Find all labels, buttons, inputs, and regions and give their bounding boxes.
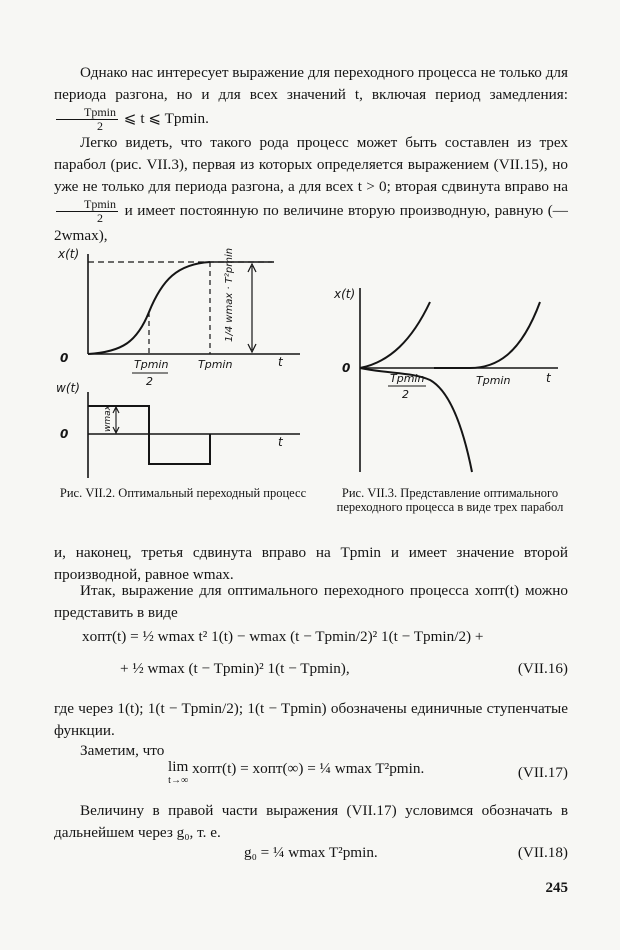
paragraph-5: где через 1(t); 1(t − Tpmin/2); 1(t − Tpmin) обозначены единичные ступенчатые функции. <box>54 700 568 739</box>
figure-vii-3-caption: Рис. VII.3. Представление оптимального переходного процесса в виде трех парабол <box>336 486 564 514</box>
tick1-den: 2 <box>146 375 153 388</box>
figure-vii-3 <box>330 282 570 478</box>
top-origin-label: 0 <box>60 351 69 365</box>
top-x-label: t <box>278 355 283 369</box>
equation-16-number: (VII.16) <box>517 660 568 677</box>
figure-vii-2 <box>52 242 312 482</box>
paragraph-1: Однако нас интересует выражение для переходного процесса не только для периода разгона, но и для всех значений t, включая период замедления: $\frac{Tpmin}{2}$ ⩽ t ⩽ Tpmin. <box>54 64 568 133</box>
tick2-label: Tpmin <box>198 358 233 371</box>
tick1-num: Tpmin <box>134 358 169 371</box>
fig3-tick2-label: Tpmin <box>476 374 511 387</box>
figure-vii-2-caption: Рис. VII.2. Оптимальный переходный процесс <box>59 486 307 500</box>
fig3-origin-label: 0 <box>342 361 351 375</box>
paragraph-4: Итак, выражение для оптимального переходного процесса xопт(t) можно представить в виде <box>54 582 568 621</box>
bottom-y-label: w(t) <box>56 381 80 395</box>
bottom-origin-label: 0 <box>60 427 69 441</box>
wmax-label: wmax <box>103 405 113 432</box>
fig3-tick1-den: 2 <box>402 388 409 401</box>
equation-18-number: (VII.18) <box>517 844 568 861</box>
equation-16-line-2: + ½ wmax (t − Tpmin)² 1(t − Tpmin), <box>120 660 350 677</box>
top-y-label: x(t) <box>58 247 80 261</box>
paragraph-2: Легко видеть, что такого рода процесс может быть составлен из трех парабол (рис. VII.3), первая из которых определяется выражением (VII.15), но уже не только для периода разгона, а для всех t > 0; вторая сдвинута вправо на $\frac{Tpmin}{2}$ и имеет постоянную по величине вторую производную, равную (— 2wmax), <box>54 134 568 244</box>
fig3-y-label: x(t) <box>334 287 356 301</box>
equation-17-number: (VII.17) <box>517 764 568 781</box>
parabola-1 <box>360 302 430 368</box>
paragraph-6: Заметим, что <box>80 742 165 759</box>
equation-16-line-1: xопт(t) = ½ wmax t² 1(t) − wmax (t − Tpmin/2)² 1(t − Tpmin/2) + <box>82 628 484 645</box>
parabola-3 <box>470 302 540 368</box>
equation-17: lim t→∞ xопт(t) = xопт(∞) = ¼ wmax T²pmin. <box>168 758 425 786</box>
paragraph-3: и, наконец, третья сдвинута вправо на Tpmin и имеет значение второй производной, равное wmax. <box>54 544 568 583</box>
paragraph-7: Величину в правой части выражения (VII.17) условимся обозначать в дальнейшем через g₀, т. е. <box>54 802 568 841</box>
bottom-x-label: t <box>278 435 283 449</box>
page-number: 245 <box>545 880 568 896</box>
limit-operator: lim t→∞ <box>168 758 189 786</box>
fig3-x-label: t <box>546 371 551 385</box>
shift-fraction: $\frac{Tpmin}{2}$ <box>56 198 118 225</box>
equation-18: g₀ = ¼ wmax T²pmin. <box>244 844 378 861</box>
inequality-fraction: $\frac{Tpmin}{2}$ <box>56 106 118 133</box>
height-label: 1/4 wmax · T²pmin <box>224 247 235 342</box>
fig3-tick1-num: Tpmin <box>390 372 425 385</box>
